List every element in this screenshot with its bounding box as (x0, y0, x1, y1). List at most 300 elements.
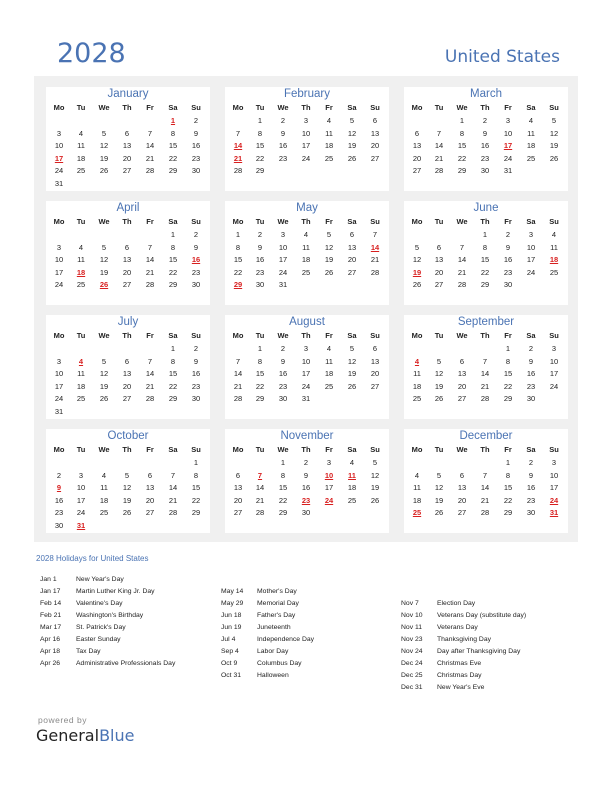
day-cell: 15 (255, 369, 265, 379)
day-cell: 21 (168, 495, 178, 505)
day-cell: 19 (347, 141, 357, 151)
day-cell: 3 (326, 458, 332, 467)
weekday-header: Sa (526, 445, 536, 454)
holiday-name-label: Columbus Day (257, 660, 302, 667)
day-cell: 22 (278, 495, 288, 505)
day-cell: 5 (349, 344, 355, 353)
day-cell: 20 (122, 153, 132, 163)
holiday-date: 14 (370, 242, 380, 252)
month-name: February (283, 88, 331, 100)
weekday-header: Fr (146, 103, 154, 112)
holiday-date-label: Jul 4 (221, 636, 236, 643)
day-cell: 18 (99, 495, 109, 505)
day-cell: 23 (278, 153, 288, 163)
month-march (404, 87, 568, 191)
weekday-header: Th (301, 331, 311, 340)
weekday-header: Sa (168, 103, 178, 112)
month-november (225, 429, 389, 533)
weekday-header: Th (301, 103, 311, 112)
month-august (225, 315, 389, 419)
day-cell: 16 (278, 369, 288, 379)
month-name: June (473, 202, 499, 214)
day-cell: 18 (347, 483, 357, 493)
day-cell: 10 (278, 242, 288, 252)
holiday-date: 14 (233, 141, 243, 151)
day-cell: 27 (347, 267, 357, 277)
day-cell: 29 (168, 166, 178, 176)
month-july (46, 315, 210, 419)
day-cell: 3 (551, 344, 557, 353)
day-cell: 16 (301, 483, 311, 493)
weekday-header: Sa (347, 217, 357, 226)
holiday-name-label: Election Day (437, 600, 476, 607)
day-cell: 18 (324, 141, 334, 151)
weekday-header: Tu (76, 103, 86, 112)
day-cell: 11 (325, 128, 333, 138)
day-cell: 21 (233, 381, 243, 391)
weekday-header: Tu (255, 103, 265, 112)
holiday-date: 9 (56, 483, 62, 493)
holiday-date-label: Dec 25 (401, 672, 423, 679)
day-cell: 26 (99, 166, 109, 176)
day-cell: 2 (528, 458, 534, 467)
day-cell: 24 (54, 280, 64, 290)
day-cell: 27 (122, 280, 132, 290)
country-title: United States (444, 47, 560, 67)
weekday-header: Fr (504, 331, 512, 340)
day-cell: 20 (457, 381, 467, 391)
holiday-date: 25 (412, 508, 422, 518)
day-cell: 30 (526, 508, 536, 518)
day-cell: 12 (412, 255, 422, 265)
day-cell: 14 (233, 369, 243, 379)
day-cell: 7 (170, 470, 176, 480)
day-cell: 13 (412, 141, 422, 151)
day-cell: 4 (78, 242, 84, 252)
weekday-header: We (277, 103, 289, 112)
day-cell: 13 (145, 483, 155, 493)
day-cell: 19 (324, 255, 334, 265)
holiday-date-label: Jun 18 (221, 612, 242, 619)
day-cell: 8 (482, 242, 488, 252)
day-cell: 7 (235, 128, 241, 138)
weekday-header: Sa (347, 103, 357, 112)
month-name: December (459, 430, 513, 442)
day-cell: 1 (505, 344, 511, 353)
day-cell: 28 (145, 394, 155, 404)
day-cell: 18 (76, 381, 86, 391)
weekday-header: Tu (255, 331, 265, 340)
day-cell: 8 (170, 356, 176, 366)
weekday-header: Tu (434, 331, 444, 340)
holiday-date: 10 (324, 470, 334, 480)
day-cell: 26 (347, 381, 357, 391)
day-cell: 12 (122, 483, 132, 493)
day-cell: 28 (434, 166, 444, 176)
day-cell: 17 (301, 369, 311, 379)
day-cell: 22 (255, 381, 265, 391)
day-cell: 1 (170, 344, 176, 353)
day-cell: 12 (549, 128, 559, 138)
month-name: April (116, 202, 140, 214)
day-cell: 7 (482, 356, 488, 366)
holiday-date-label: Dec 24 (401, 660, 423, 667)
weekday-header: Su (370, 331, 380, 340)
day-cell: 12 (99, 255, 109, 265)
day-cell: 12 (324, 242, 334, 252)
holiday-name-label: Thanksgiving Day (437, 636, 492, 643)
holiday-name-label: Martin Luther King Jr. Day (76, 588, 155, 595)
day-cell: 1 (280, 458, 286, 467)
day-cell: 26 (412, 280, 422, 290)
day-cell: 30 (526, 394, 536, 404)
weekday-header: Th (122, 445, 132, 454)
weekday-header: Fr (504, 217, 512, 226)
holiday-date: 18 (549, 255, 559, 265)
holiday-name-label: Veterans Day (437, 624, 478, 631)
day-cell: 19 (434, 495, 444, 505)
day-cell: 12 (434, 369, 444, 379)
day-cell: 30 (480, 166, 490, 176)
holiday-name-label: Tax Day (76, 648, 101, 655)
day-cell: 6 (459, 470, 465, 480)
weekday-header: Mo (411, 331, 423, 340)
day-cell: 2 (482, 116, 488, 125)
day-cell: 25 (76, 166, 86, 176)
weekday-header: We (98, 445, 110, 454)
day-cell: 2 (193, 230, 199, 239)
day-cell: 18 (76, 153, 86, 163)
day-cell: 17 (54, 267, 64, 277)
day-cell: 26 (99, 394, 109, 404)
brand-logo: GeneralBlue (36, 726, 135, 745)
day-cell: 2 (280, 116, 286, 125)
weekday-header: We (98, 103, 110, 112)
day-cell: 13 (457, 369, 467, 379)
day-cell: 20 (145, 495, 155, 505)
day-cell: 13 (370, 128, 380, 138)
holiday-name-label: Washington's Birthday (76, 612, 144, 619)
holiday-name-label: Father's Day (257, 612, 296, 619)
holiday-date: 24 (549, 495, 559, 505)
day-cell: 29 (503, 508, 513, 518)
weekday-header: Mo (232, 103, 244, 112)
day-cell: 13 (122, 255, 132, 265)
holiday-date-label: Nov 7 (401, 600, 419, 607)
day-cell: 9 (528, 470, 534, 480)
day-cell: 9 (482, 128, 488, 138)
holiday-date: 21 (233, 153, 243, 163)
day-cell: 19 (99, 381, 109, 391)
day-cell: 8 (193, 470, 199, 480)
weekday-header: We (98, 217, 110, 226)
day-cell: 29 (255, 166, 265, 176)
day-cell: 30 (191, 394, 201, 404)
day-cell: 27 (412, 166, 422, 176)
day-cell: 20 (370, 141, 380, 151)
weekday-header: Mo (411, 445, 423, 454)
day-cell: 14 (168, 483, 178, 493)
day-cell: 2 (56, 470, 62, 480)
day-cell: 19 (434, 381, 444, 391)
day-cell: 24 (301, 381, 311, 391)
day-cell: 13 (434, 255, 444, 265)
weekday-header: Su (191, 103, 201, 112)
day-cell: 3 (303, 344, 309, 353)
day-cell: 18 (412, 381, 422, 391)
day-cell: 7 (147, 242, 153, 252)
day-cell: 10 (301, 356, 311, 366)
day-cell: 10 (549, 356, 559, 366)
day-cell: 21 (480, 381, 490, 391)
day-cell: 24 (278, 267, 288, 277)
holiday-date: 4 (78, 356, 84, 366)
day-cell: 6 (436, 242, 442, 252)
weekday-header: Sa (168, 331, 178, 340)
day-cell: 31 (503, 166, 513, 176)
day-cell: 8 (235, 242, 241, 252)
holiday-name-label: St. Patrick's Day (76, 624, 126, 631)
holiday-date-label: Apr 18 (40, 648, 61, 655)
day-cell: 2 (257, 230, 263, 239)
day-cell: 24 (503, 153, 513, 163)
day-cell: 4 (326, 116, 332, 125)
day-cell: 17 (301, 141, 311, 151)
day-cell: 13 (457, 483, 467, 493)
day-cell: 1 (505, 458, 511, 467)
day-cell: 6 (349, 230, 355, 239)
day-cell: 3 (551, 458, 557, 467)
holiday-date: 31 (76, 521, 86, 530)
day-cell: 1 (482, 230, 488, 239)
day-cell: 26 (370, 495, 380, 505)
weekday-header: We (277, 331, 289, 340)
day-cell: 8 (257, 128, 263, 138)
day-cell: 25 (301, 267, 311, 277)
day-cell: 21 (145, 153, 155, 163)
day-cell: 1 (257, 116, 263, 125)
day-cell: 31 (278, 280, 288, 290)
day-cell: 20 (347, 255, 357, 265)
day-cell: 10 (503, 128, 513, 138)
day-cell: 14 (145, 141, 155, 151)
day-cell: 1 (193, 458, 199, 467)
day-cell: 11 (325, 356, 333, 366)
holiday-name-label: Veterans Day (substitute day) (437, 612, 527, 619)
day-cell: 25 (324, 153, 334, 163)
day-cell: 17 (549, 369, 559, 379)
day-cell: 3 (303, 116, 309, 125)
day-cell: 21 (145, 381, 155, 391)
day-cell: 7 (482, 470, 488, 480)
day-cell: 8 (505, 470, 511, 480)
day-cell: 7 (372, 230, 378, 239)
day-cell: 17 (526, 255, 536, 265)
day-cell: 5 (101, 356, 107, 366)
day-cell: 14 (434, 141, 444, 151)
day-cell: 5 (101, 242, 107, 252)
day-cell: 4 (101, 470, 107, 480)
day-cell: 14 (255, 483, 265, 493)
day-cell: 19 (549, 141, 559, 151)
weekday-header: Sa (347, 445, 357, 454)
day-cell: 15 (503, 483, 513, 493)
day-cell: 13 (233, 483, 243, 493)
weekday-header: Th (480, 103, 490, 112)
day-cell: 27 (145, 508, 155, 518)
day-cell: 21 (457, 267, 467, 277)
day-cell: 18 (324, 369, 334, 379)
holiday-name-label: Mother's Day (257, 588, 297, 595)
day-cell: 22 (168, 267, 178, 277)
weekday-header: Su (549, 331, 559, 340)
day-cell: 10 (526, 242, 536, 252)
holiday-date: 7 (257, 470, 263, 480)
weekday-header: Th (480, 445, 490, 454)
holiday-date: 24 (324, 495, 334, 505)
year-title: 2028 (57, 38, 126, 69)
day-cell: 19 (122, 495, 132, 505)
day-cell: 19 (99, 267, 109, 277)
holiday-date: 31 (549, 508, 559, 518)
weekday-header: We (456, 217, 468, 226)
holiday-date: 16 (191, 255, 201, 265)
day-cell: 25 (76, 394, 86, 404)
day-cell: 26 (324, 267, 334, 277)
weekday-header: We (456, 331, 468, 340)
holiday-name-label: Administrative Professionals Day (76, 660, 176, 667)
day-cell: 4 (303, 230, 309, 239)
day-cell: 8 (280, 470, 286, 480)
day-cell: 13 (370, 356, 380, 366)
month-february (225, 87, 389, 191)
day-cell: 12 (434, 483, 444, 493)
month-name: November (280, 430, 334, 442)
day-cell: 23 (526, 495, 536, 505)
day-cell: 23 (54, 508, 64, 518)
day-cell: 29 (168, 280, 178, 290)
holiday-name-label: Christmas Day (437, 672, 482, 679)
holiday-date: 23 (301, 495, 311, 505)
holiday-date: 29 (233, 280, 243, 290)
day-cell: 21 (255, 495, 265, 505)
month-june (404, 201, 568, 305)
day-cell: 7 (147, 356, 153, 366)
holiday-date-label: Apr 16 (40, 636, 61, 643)
holiday-name-label: Christmas Eve (437, 660, 482, 667)
day-cell: 9 (280, 128, 286, 138)
day-cell: 5 (124, 470, 130, 480)
weekday-header: Th (301, 445, 311, 454)
day-cell: 3 (528, 230, 534, 239)
day-cell: 9 (528, 356, 534, 366)
holiday-date-label: Oct 31 (221, 672, 242, 679)
day-cell: 20 (122, 267, 132, 277)
day-cell: 19 (347, 369, 357, 379)
day-cell: 7 (147, 128, 153, 138)
weekday-header: Su (191, 217, 201, 226)
holiday-date-label: Apr 26 (40, 660, 61, 667)
powered-by-label: powered by (38, 715, 87, 725)
weekday-header: Fr (325, 331, 333, 340)
day-cell: 1 (459, 116, 465, 125)
holiday-date-label: Feb 21 (40, 612, 62, 619)
day-cell: 6 (372, 344, 378, 353)
weekday-header: Mo (411, 103, 423, 112)
day-cell: 9 (280, 356, 286, 366)
day-cell: 10 (54, 255, 64, 265)
day-cell: 15 (503, 369, 513, 379)
day-cell: 25 (76, 280, 86, 290)
weekday-header: Mo (411, 217, 423, 226)
day-cell: 22 (480, 267, 490, 277)
day-cell: 24 (54, 166, 64, 176)
month-name: October (107, 430, 149, 442)
day-cell: 5 (349, 116, 355, 125)
weekday-header: Th (122, 217, 132, 226)
month-april (46, 201, 210, 305)
day-cell: 6 (372, 116, 378, 125)
day-cell: 21 (370, 255, 380, 265)
day-cell: 2 (303, 458, 309, 467)
day-cell: 6 (124, 356, 130, 366)
day-cell: 1 (170, 230, 176, 239)
day-cell: 16 (526, 483, 536, 493)
weekday-header: Fr (146, 331, 154, 340)
day-cell: 5 (101, 128, 107, 138)
day-cell: 28 (233, 166, 243, 176)
day-cell: 19 (370, 483, 380, 493)
weekday-header: We (98, 331, 110, 340)
day-cell: 23 (191, 381, 201, 391)
day-cell: 27 (370, 153, 380, 163)
weekday-header: Sa (168, 217, 178, 226)
holiday-date: 11 (348, 470, 356, 480)
day-cell: 17 (278, 255, 288, 265)
day-cell: 7 (459, 242, 465, 252)
day-cell: 30 (255, 280, 265, 290)
month-may (225, 201, 389, 305)
day-cell: 29 (503, 394, 513, 404)
holiday-date-label: Jan 1 (40, 576, 57, 583)
day-cell: 28 (168, 508, 178, 518)
day-cell: 27 (122, 394, 132, 404)
day-cell: 12 (347, 356, 357, 366)
day-cell: 11 (77, 141, 85, 151)
day-cell: 20 (233, 495, 243, 505)
day-cell: 9 (257, 242, 263, 252)
day-cell: 30 (54, 521, 64, 530)
day-cell: 20 (457, 495, 467, 505)
day-cell: 28 (255, 508, 265, 518)
day-cell: 5 (436, 356, 442, 366)
holiday-date-label: Nov 24 (401, 648, 423, 655)
day-cell: 9 (303, 470, 309, 480)
day-cell: 23 (480, 153, 490, 163)
day-cell: 29 (278, 508, 288, 518)
day-cell: 3 (505, 116, 511, 125)
holiday-date-label: Jan 17 (40, 588, 61, 595)
holiday-name-label: Labor Day (257, 648, 289, 655)
day-cell: 26 (122, 508, 132, 518)
weekday-header: Tu (76, 445, 86, 454)
day-cell: 10 (76, 483, 86, 493)
weekday-header: Su (370, 103, 380, 112)
day-cell: 4 (528, 116, 534, 125)
day-cell: 8 (170, 242, 176, 252)
day-cell: 26 (434, 508, 444, 518)
day-cell: 13 (347, 242, 357, 252)
